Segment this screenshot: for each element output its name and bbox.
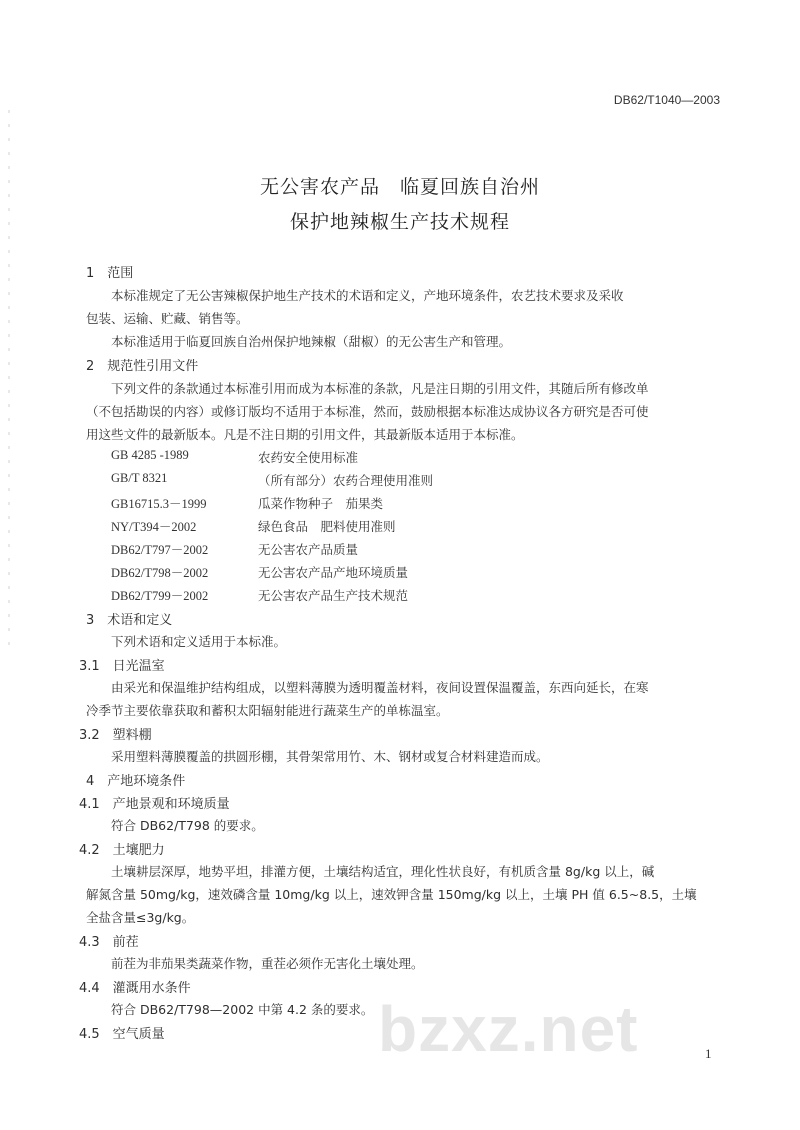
paragraph-line: 符合 DB62/T798 的要求。 xyxy=(111,818,264,833)
section-heading: 4 产地环境条件 xyxy=(86,774,186,789)
paragraph-line: （不包括勘误的内容）或修订版均不适用于本标准，然而，鼓励根据本标准达成协议各方研究是否可使 xyxy=(86,404,649,419)
paragraph-line: 用这些文件的最新版本。凡是不注日期的引用文件，其最新版本适用于本标准。 xyxy=(86,427,524,442)
reference-title: 绿色食品 肥料使用准则 xyxy=(258,519,396,534)
document-title-line1: 无公害农产品 临夏回族自治州 xyxy=(259,176,540,198)
subsection-heading: 3.2 塑料棚 xyxy=(79,728,152,743)
reference-code: GB/T 8321 xyxy=(111,471,168,485)
reference-code: GB 4285 -1989 xyxy=(111,448,189,462)
subsection-heading: 4.1 产地景观和环境质量 xyxy=(79,797,230,812)
subsection-heading: 4.5 空气质量 xyxy=(79,1027,165,1042)
paragraph-line: 包装、运输、贮藏、销售等。 xyxy=(86,311,249,326)
subsection-heading: 4.2 土壤肥力 xyxy=(79,843,165,858)
subsection-heading: 4.4 灌溉用水条件 xyxy=(79,981,191,996)
paragraph-line: 解氮含量 50mg/kg，速效磷含量 10mg/kg 以上，速效钾含量 150mg/kg 以上，土壤 PH 值 6.5~8.5，土壤 xyxy=(86,887,697,902)
paragraph-line: 本标准适用于临夏回族自治州保护地辣椒（甜椒）的无公害生产和管理。 xyxy=(111,334,512,349)
paragraph-line: 符合 DB62/T798—2002 中第 4.2 条的要求。 xyxy=(111,1002,374,1017)
subsection-heading: 3.1 日光温室 xyxy=(79,659,165,674)
paragraph-line: 土壤耕层深厚，地势平坦，排灌方便，土壤结构适宜，理化性状良好，有机质含量 8g/kg 以上，碱 xyxy=(111,864,655,879)
paragraph-line: 本标准规定了无公害辣椒保护地生产技术的术语和定义，产地环境条件，农艺技术要求及采收 xyxy=(111,288,624,303)
reference-title: （所有部分）农药合理使用准则 xyxy=(258,473,434,488)
reference-code: DB62/T799－2002 xyxy=(111,589,209,603)
page-number: 1 xyxy=(705,1046,712,1061)
reference-title: 无公害农产品质量 xyxy=(258,542,359,557)
reference-title: 农药安全使用标准 xyxy=(258,450,359,465)
paragraph-line: 前茬为非茄果类蔬菜作物，重茬必须作无害化土壤处理。 xyxy=(111,956,424,971)
paragraph-line: 冷季节主要依靠获取和蓄积太阳辐射能进行蔬菜生产的单栋温室。 xyxy=(86,703,449,718)
reference-title: 无公害农产品产地环境质量 xyxy=(258,565,409,580)
paragraph-line: 下列术语和定义适用于本标准。 xyxy=(111,634,287,649)
section-heading: 1 范围 xyxy=(86,266,134,281)
paragraph-line: 由采光和保温维护结构组成，以塑料薄膜为透明覆盖材料，夜间设置保温覆盖，东西向延长，在寒 xyxy=(111,680,649,695)
reference-code: DB62/T798－2002 xyxy=(111,566,209,580)
paragraph-line: 全盐含量≤3g/kg。 xyxy=(86,910,195,925)
reference-code: GB16715.3－1999 xyxy=(111,497,207,511)
reference-code: DB62/T797－2002 xyxy=(111,543,209,557)
section-heading: 2 规范性引用文件 xyxy=(86,359,199,374)
reference-code: NY/T394－2002 xyxy=(111,520,197,534)
reference-title: 瓜菜作物种子 茄果类 xyxy=(258,496,384,511)
document-title-line2: 保护地辣椒生产技术规程 xyxy=(289,211,510,233)
paragraph-line: 下列文件的条款通过本标准引用而成为本标准的条款，凡是注日期的引用文件，其随后所有修改单 xyxy=(111,381,649,396)
section-heading: 3 术语和定义 xyxy=(86,613,173,628)
reference-title: 无公害农产品生产技术规范 xyxy=(258,588,409,603)
subsection-heading: 4.3 前茬 xyxy=(79,935,139,950)
standard-code: DB62/T1040—2003 xyxy=(613,93,720,107)
watermark: bzxz.net xyxy=(378,993,639,1065)
paragraph-line: 采用塑料薄膜覆盖的拱圆形棚，其骨架常用竹、木、钢材或复合材料建造而成。 xyxy=(111,749,549,764)
